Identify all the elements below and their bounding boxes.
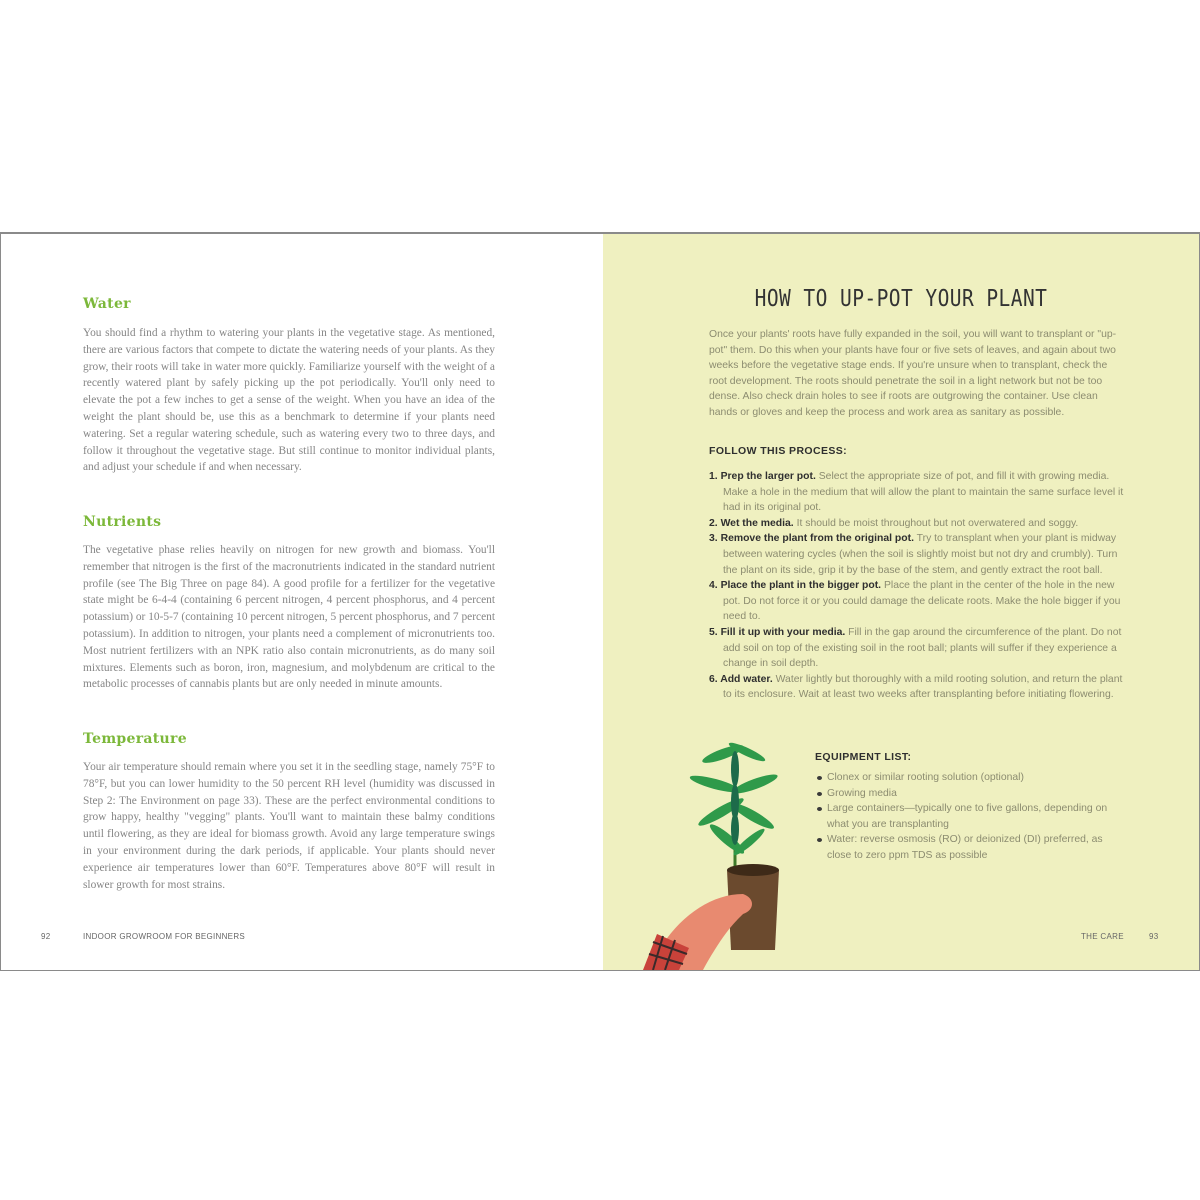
cannabis-plant-icon (689, 740, 780, 874)
section-body-temperature: Your air temperature should remain where you set it in the seedling stage, namely 75°F to 78°F, but you can lower humidity to the 50 percent RH level (humidity was discussed in Step 2: The Environment on page 33). These are the perfect environmental conditions to grow happy, healthy "vegging" plants. You'll want to maintain these balmy conditions until flowering, as they are ideal for biomass growth. Avoid any large temperature swings in your environment during the dark periods, if applicable. Your plants should never experience air temperatures lower than 60°F. Temperatures above 80°F will result in slower growth for most strains. (83, 761, 495, 891)
equipment-item: Clonex or similar rooting solution (optional) (815, 770, 1115, 786)
section-body-water: You should find a rhythm to watering your plants in the vegetative stage. As mentioned, there are various factors that compete to dictate the watering needs of your plants. As they grow, their roots will take in water more quickly. Familiarize yourself with the weight of a recently watered plant by safely picking up the pot periodically. You'll only need to elevate the pot a few inches to get a sense of the weight. When you have an idea of the weight the plant should be, use this as a benchmark to determine if your plants need watering. Set a regular watering schedule, such as watering every two to three days, and follow it throughout the vegetative stage. But still continue to monitor individual plants, and adjust your schedule if and when necessary. (83, 327, 495, 474)
section-heading-water: Water (83, 296, 131, 312)
equipment-list (815, 770, 1115, 864)
page-number-left: 92 (41, 932, 51, 941)
book-spread (0, 232, 1200, 971)
running-head-right: THE CARE (1081, 932, 1124, 941)
process-heading: FOLLOW THIS PROCESS: (709, 445, 848, 457)
page-number-right: 93 (1149, 932, 1159, 941)
step-item: 4. Place the plant in the bigger pot. Place the plant in the center of the hole in the new pot. Do not force it or you could damage the delicate roots. Make the hole bigger if you need to. (709, 580, 1121, 623)
equipment-item: Large containers—typically one to five gallons, depending on what you are transplanting (815, 801, 1115, 832)
intro-paragraph: Once your plants' roots have fully expanded in the soil, you will want to transplant or "up-pot" them. Do this when your plants have four or five sets of leaves, and again about two weeks before the vegetative stage ends. If you're unsure when to transplant, check the root development. The roots should penetrate the soil in a light network but not be too dense. Also check drain holes to see if roots are outgrowing the container. Use clean hands or gloves and keep the process and work area as sanitary as possible. (709, 329, 1117, 418)
section-heading-nutrients: Nutrients (83, 514, 162, 530)
step-item: 2. Wet the media. It should be moist throughout but not overwatered and soggy. (709, 517, 1079, 529)
step-item: 3. Remove the plant from the original pot. Try to transplant when your plant is midway between watering cycles (when the soil is slightly moist but not dry and crumbly). Turn the plant on its side, grip it by the base of the stem, and gently extract the root ball. (709, 533, 1118, 576)
left-page (1, 234, 603, 970)
right-page (603, 234, 1199, 970)
equipment-item: Growing media (815, 786, 1115, 802)
plant-in-hand-illustration (643, 734, 793, 970)
process-steps (709, 469, 1125, 703)
sidebar-title: HOW TO UP-POT YOUR PLANT (754, 286, 1048, 312)
section-body-nutrients: The vegetative phase relies heavily on nitrogen for new growth and biomass. You'll remember that nitrogen is the first of the macronutrients indicated in the standard nutrient profile (see The Big Three on page 84). A good profile for a fertilizer for the vegetative state might be 6-4-4 (containing 6 percent nitrogen, 4 percent phosphorus, and 4 percent potassium) or 10-5-7 (containing 10 percent nitrogen, 5 percent phosphorus, and 7 percent potassium). In addition to nitrogen, your plants need a complement of micronutrients too. Most nutrient fertilizers with an NPK ratio also contain micronutrients, as do many soil mixtures. Elements such as boron, iron, magnesium, and molybdenum are critical to the metabolic processes of cannabis plants but are only needed in minute amounts. (83, 544, 495, 691)
equipment-heading: EQUIPMENT LIST: (815, 751, 912, 763)
running-head-left: INDOOR GROWROOM FOR BEGINNERS (83, 932, 246, 941)
step-item: 5. Fill it up with your media. Fill in the gap around the circumference of the plant. Do not add soil on top of the existing soil in the root ball; plants will suffer if they experience a change in soil depth. (709, 626, 1122, 670)
step-item: 1. Prep the larger pot. Select the appropriate size of pot, and fill it with growing media. Make a hole in the medium that will allow the plant to maintain the same surface level it had in its original pot. (709, 471, 1124, 514)
equipment-item: Water: reverse osmosis (RO) or deionized (DI) preferred, as close to zero ppm TDS as possible (815, 832, 1115, 863)
step-item: 6. Add water. Water lightly but thoroughly with a mild rooting solution, and return the plant to its enclosure. Wait at least two weeks after transplanting before initiating flowering. (709, 673, 1123, 701)
section-heading-temperature: Temperature (83, 731, 187, 747)
